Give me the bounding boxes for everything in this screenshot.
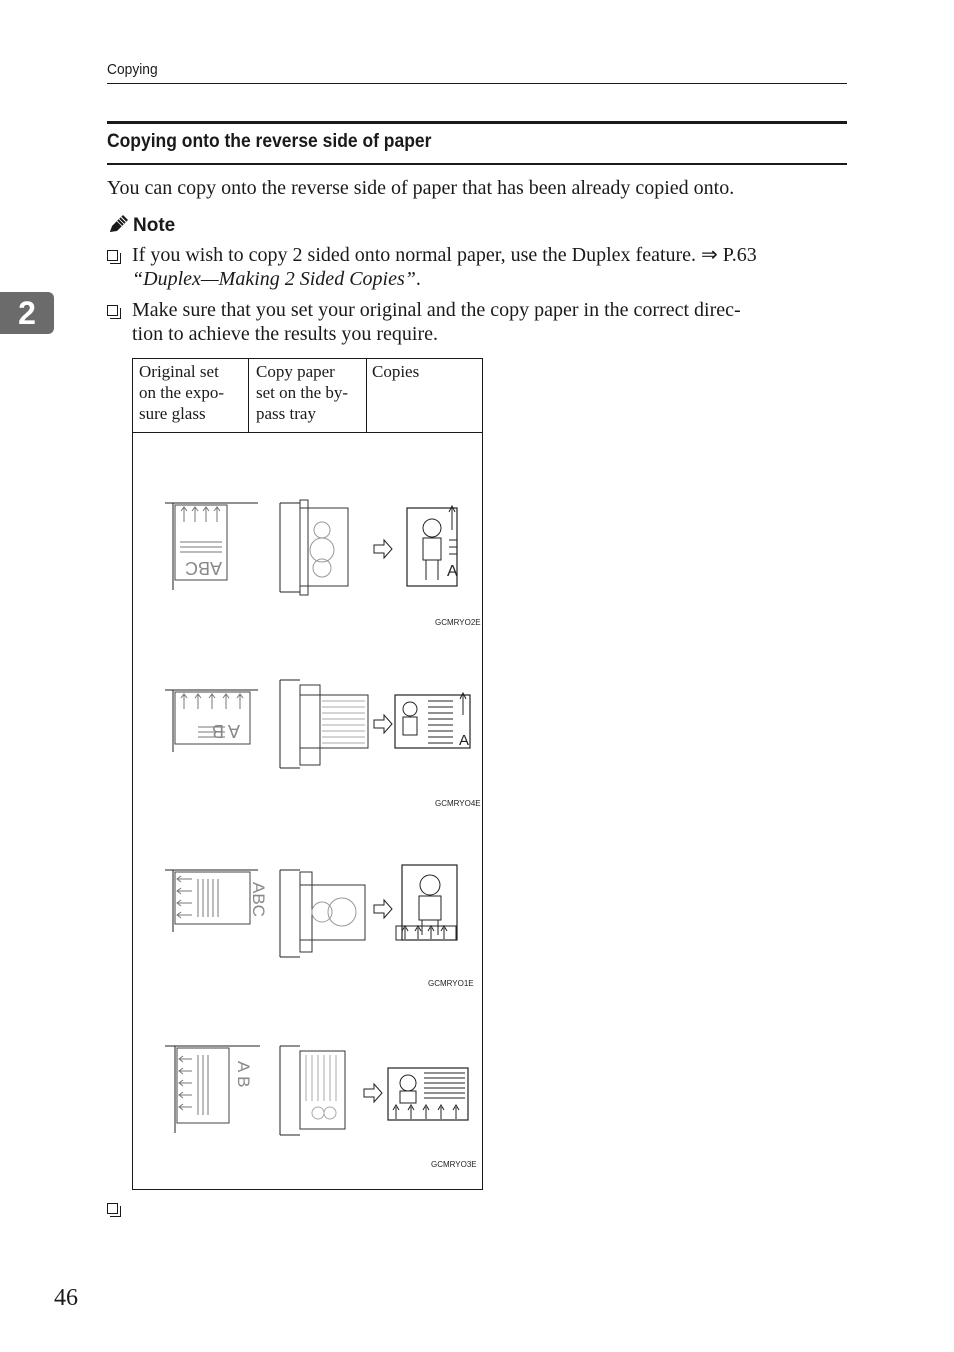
table-header-original-line: sure glass <box>139 404 206 423</box>
table-header-original-line: Original set <box>139 362 219 381</box>
page-number: 46 <box>54 1285 78 1311</box>
note-item-1 <box>132 243 757 291</box>
pencil-icon <box>107 213 131 235</box>
table-col-rule-2 <box>366 358 367 433</box>
section-bottom-rule <box>107 163 847 165</box>
table-header-copy-paper-line: pass tray <box>256 404 316 423</box>
figure-1-copy-letter: A <box>447 563 458 580</box>
table-header-copies-line: Copies <box>372 362 420 381</box>
table-header-copy-paper <box>256 361 348 424</box>
note-item-1-line-2 <box>132 267 757 291</box>
note-item-2 <box>132 298 741 346</box>
figure-3-letters: ABC <box>249 882 268 917</box>
figure-code-1: GCMRYO2E <box>435 618 481 627</box>
figure-1-letters: ABC <box>184 558 222 578</box>
section-top-rule <box>107 121 847 124</box>
chapter-tab: 2 <box>0 292 54 334</box>
note-item-2-line-2: tion to achieve the results you require. <box>132 323 439 345</box>
note-checkbox-1 <box>107 250 118 261</box>
figure-code-3: GCMRYO1E <box>428 979 474 988</box>
note-checkbox-2 <box>107 305 118 316</box>
note-label: Note <box>133 215 176 236</box>
illustration-figure-4 <box>160 1033 480 1143</box>
figure-code-2: GCMRYO4E <box>435 799 481 808</box>
table-header-original <box>139 361 224 424</box>
table-header-rule <box>132 432 483 433</box>
table-header-copies <box>372 361 419 382</box>
figure-4-letters: A B <box>234 1061 253 1088</box>
section-title: Copying onto the reverse side of paper <box>107 131 432 152</box>
header-rule <box>107 83 847 84</box>
illustration-figure-3 <box>160 857 480 962</box>
table-col-rule-1 <box>248 358 249 433</box>
illustration-figure-2 <box>160 677 480 777</box>
note-checkbox-3 <box>107 1203 118 1214</box>
note-item-1-period: . <box>415 268 421 290</box>
figure-code-4: GCMRYO3E <box>431 1160 477 1169</box>
note-item-2-line-1: Make sure that you set your original and the copy paper in the correct direc- <box>132 299 741 321</box>
table-header-copy-paper-line: set on the by- <box>256 383 349 402</box>
running-head: Copying <box>107 61 158 78</box>
table-header-copy-paper-line: Copy paper <box>256 362 335 381</box>
intro-paragraph: You can copy onto the reverse side of paper that has been already copied onto. <box>107 177 735 199</box>
figure-2-copy-letter: A <box>459 732 470 749</box>
note-item-1-line-1: If you wish to copy 2 sided onto normal paper, use the Duplex feature. ⇒ P.63 <box>132 244 757 266</box>
figure-2-letters: A B <box>211 721 240 741</box>
table-header-original-line: on the expo- <box>139 383 224 402</box>
illustration-figure-1 <box>160 490 480 600</box>
note-item-1-reference: “Duplex—Making 2 Sided Copies” <box>132 268 416 290</box>
